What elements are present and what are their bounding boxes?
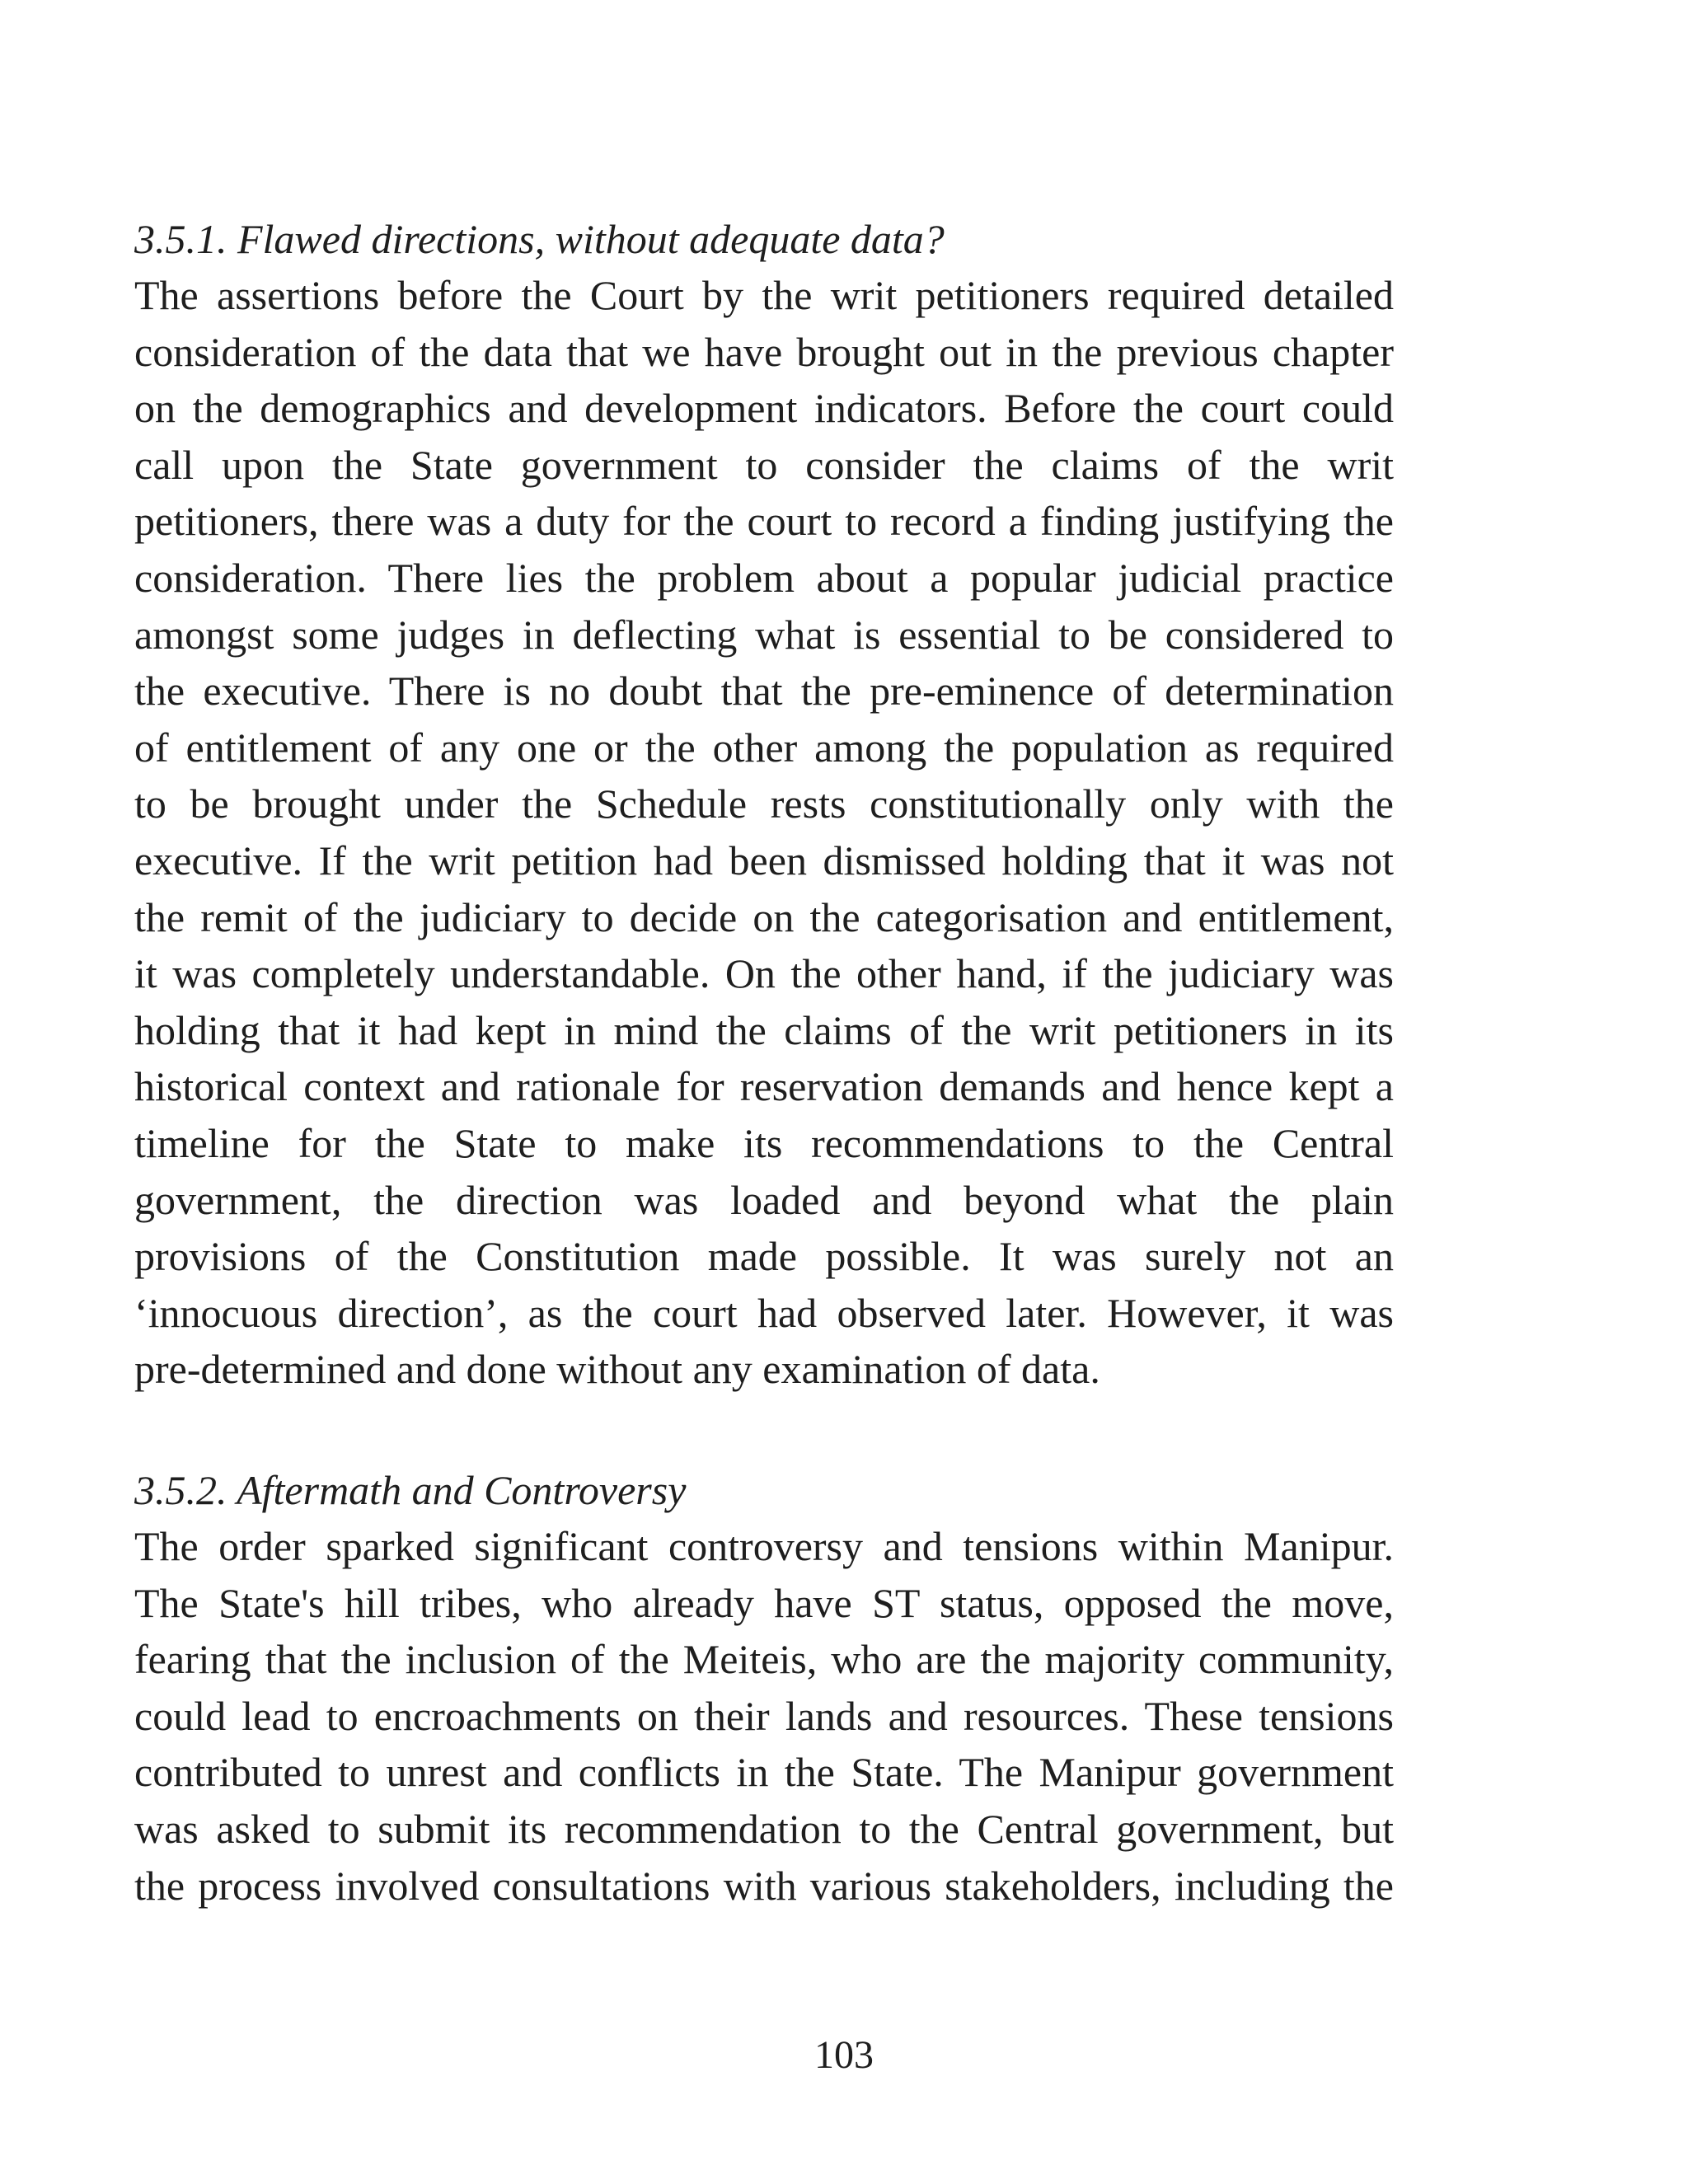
- section-paragraph: [134, 267, 1394, 1398]
- text-line: consideration of the data that we have brought out in the previous chapter: [134, 328, 1394, 375]
- text-line: could lead to encroachments on their lands and resources. These tensions: [134, 1692, 1394, 1739]
- text-line: on the demographics and development indicators. Before the court could: [134, 385, 1394, 432]
- text-line: contributed to unrest and conflicts in the State. The Manipur government: [134, 1749, 1394, 1796]
- text-line: it was completely understandable. On the other hand, if the judiciary was: [134, 950, 1394, 997]
- text-line: was asked to submit its recommendation to the Central government, but: [134, 1805, 1394, 1852]
- text-line: pre-determined and done without any examination of data.: [134, 1346, 1100, 1393]
- text-line: amongst some judges in deflecting what is essential to be considered to: [134, 611, 1394, 658]
- text-line: historical context and rationale for reservation demands and hence kept a: [134, 1063, 1394, 1110]
- text-line: the executive. There is no doubt that the pre-eminence of determination: [134, 668, 1394, 715]
- text-line: the remit of the judiciary to decide on the categorisation and entitlement,: [134, 893, 1394, 940]
- section-heading: 3.5.1. Flawed directions, without adequate data?: [134, 216, 945, 262]
- section-3-5-1: [134, 211, 1394, 1398]
- text-line: to be brought under the Schedule rests constitutionally only with the: [134, 780, 1394, 827]
- text-line: call upon the State government to consider the claims of the writ: [134, 441, 1394, 488]
- text-line: The assertions before the Court by the writ petitioners required detailed: [134, 272, 1394, 318]
- text-line: The State's hill tribes, who already have ST status, opposed the move,: [134, 1579, 1394, 1626]
- text-line: of entitlement of any one or the other among the population as required: [134, 724, 1394, 771]
- page-number: 103: [814, 2033, 874, 2077]
- text-line: government, the direction was loaded and beyond what the plain: [134, 1176, 1394, 1223]
- text-line: The order sparked significant controversy and tensions within Manipur.: [134, 1523, 1394, 1569]
- text-line: consideration. There lies the problem about a popular judicial practice: [134, 554, 1394, 601]
- section-heading: 3.5.2. Aftermath and Controversy: [134, 1467, 687, 1513]
- text-line: the process involved consultations with various stakeholders, including the: [134, 1862, 1394, 1909]
- text-line: petitioners, there was a duty for the court to record a finding justifying the: [134, 498, 1394, 545]
- text-line: ‘innocuous direction’, as the court had observed later. However, it was: [134, 1289, 1394, 1336]
- text-line: fearing that the inclusion of the Meiteis, who are the majority community,: [134, 1636, 1394, 1683]
- text-line: holding that it had kept in mind the claims of the writ petitioners in its: [134, 1006, 1394, 1053]
- section-paragraph: [134, 1518, 1394, 1914]
- section-3-5-2: [134, 1462, 1394, 1914]
- text-line: executive. If the writ petition had been dismissed holding that it was not: [134, 837, 1394, 883]
- text-line: provisions of the Constitution made possible. It was surely not an: [134, 1233, 1394, 1280]
- text-line: timeline for the State to make its recommendations to the Central: [134, 1119, 1394, 1166]
